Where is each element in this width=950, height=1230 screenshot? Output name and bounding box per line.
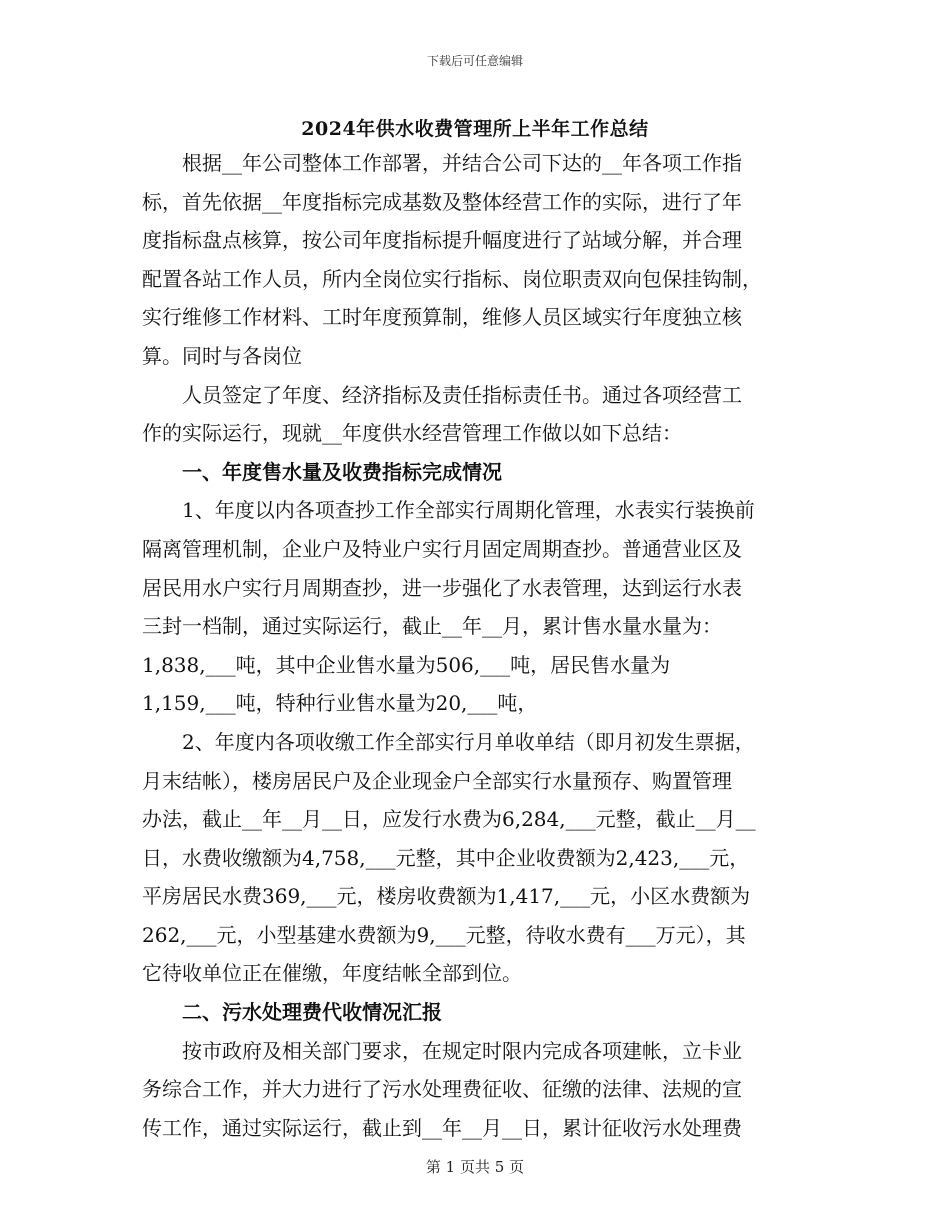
text-line: 2、年度内各项收缴工作全部实行月单收单结（即月初发生票据， bbox=[182, 729, 755, 754]
document-body bbox=[142, 144, 810, 1147]
text-line: 1,838,___吨，其中企业售水量为506,___吨，居民售水量为 bbox=[142, 652, 671, 677]
text-line: 1、年度以内各项查抄工作全部实行周期化管理，水表实行装换前 bbox=[182, 498, 755, 523]
text-line: 作的实际运行，现就__年度供水经营管理工作做以如下总结： bbox=[142, 421, 682, 446]
text-line: 按市政府及相关部门要求，在规定时限内完成各项建帐，立卡业 bbox=[182, 1038, 742, 1063]
text-line: 实行维修工作材料、工时年度预算制，维修人员区域实行年度独立核 bbox=[142, 305, 742, 330]
text-line: 人员签定了年度、经济指标及责任指标责任书。通过各项经营工 bbox=[182, 382, 742, 407]
text-line: 隔离管理机制，企业户及特业户实行月固定周期查抄。普通营业区及 bbox=[142, 536, 742, 561]
text-line: 日，水费收缴额为4,758,___元整，其中企业收费额为2,423,___元， bbox=[142, 845, 750, 870]
text-line: 务综合工作，并大力进行了污水处理费征收、征缴的法律、法规的宣 bbox=[142, 1077, 742, 1102]
text-line: 办法，截止__年__月__日，应发行水费为6,284,___元整，截止__月__ bbox=[142, 807, 756, 832]
page-number: 第 1 页共 5 页 bbox=[425, 1158, 525, 1176]
text-line: 算。同时与各岗位 bbox=[142, 343, 302, 368]
text-line: 262,___元，小型基建水费额为9,___元整，待收水费有___万元），其 bbox=[142, 922, 746, 947]
text-line: 月末结帐），楼房居民户及企业现金户全部实行水量预存、购置管理 bbox=[142, 768, 732, 793]
paragraph-3 bbox=[142, 1032, 810, 1148]
document-title: 2024年供水收费管理所上半年工作总结 bbox=[301, 118, 649, 140]
text-line: 居民用水户实行月周期查抄，进一步强化了水表管理，达到运行水表 bbox=[142, 575, 742, 600]
text-line: 传工作，通过实际运行，截止到__年__月__日，累计征收污水处理费 bbox=[142, 1115, 742, 1140]
paragraph-intro2 bbox=[142, 376, 810, 453]
text-line: 标，首先依据__年度指标完成基数及整体经营工作的实际，进行了年 bbox=[142, 189, 742, 214]
page-header-note: 下载后可任意编辑 bbox=[426, 54, 523, 68]
text-line: 它待收单位正在催缴，年度结帐全部到位。 bbox=[142, 961, 522, 986]
paragraph-intro bbox=[142, 144, 810, 376]
section-heading-1: 一、年度售水量及收费指标完成情况 bbox=[182, 459, 502, 484]
paragraph-1 bbox=[142, 491, 810, 723]
text-line: 平房居民水费369,___元，楼房收费额为1,417,___元，小区水费额为 bbox=[142, 884, 751, 909]
text-line: 配置各站工作人员，所内全岗位实行指标、岗位职责双向包保挂钩制， bbox=[142, 266, 762, 291]
text-line: 根据__年公司整体工作部署，并结合公司下达的__年各项工作指 bbox=[182, 151, 742, 175]
section-heading-2: 二、污水处理费代收情况汇报 bbox=[182, 1000, 442, 1025]
text-line: 1,159,___吨，特种行业售水量为20,___吨， bbox=[142, 691, 538, 716]
paragraph-2 bbox=[142, 723, 810, 993]
text-line: 度指标盘点核算，按公司年度指标提升幅度进行了站域分解，并合理 bbox=[142, 228, 742, 253]
text-line: 三封一档制，通过实际运行，截止__年__月，累计售水量水量为： bbox=[142, 614, 722, 639]
